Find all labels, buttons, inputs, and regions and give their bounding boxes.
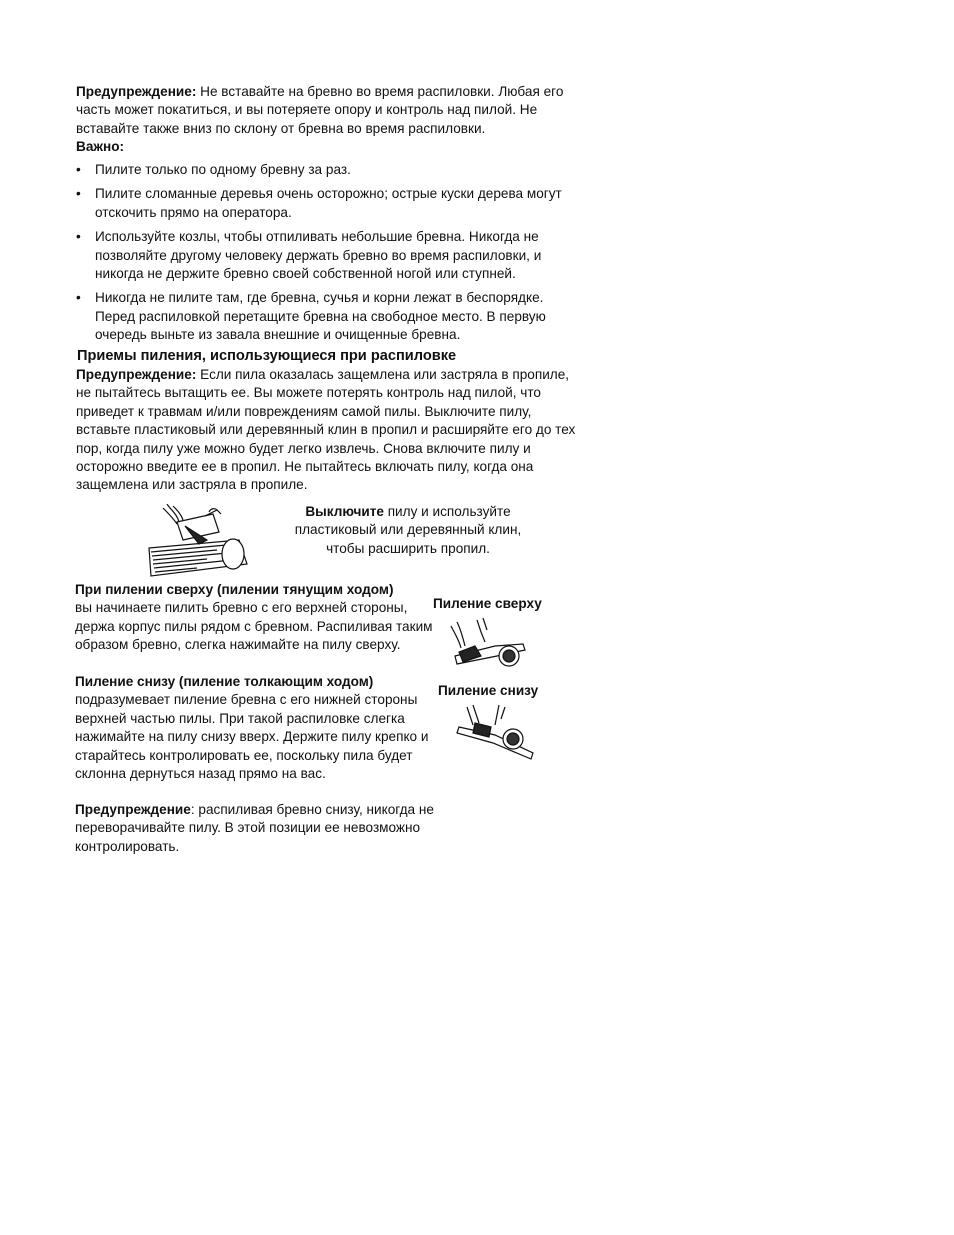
warning-standing-paragraph [76, 83, 581, 138]
wedge-caption [288, 503, 528, 558]
warning-label: Предупреждение: [76, 367, 197, 382]
overcut-title: При пилении сверху (пилении тянущим ходом) [75, 582, 394, 597]
bullet-marker: • [76, 290, 81, 306]
list-item: • Используйте козлы, чтобы отпиливать небольшие бревна. Никогда не позволяйте другому человеку держать бревно во время распиловки, и никогда не держите бревно своей собственной ногой или ступней. [76, 229, 542, 282]
undercut-section [75, 673, 435, 783]
important-list [76, 161, 581, 351]
wedge-illustration [147, 504, 251, 578]
undercut-illustration [455, 703, 537, 761]
bullet-marker: • [76, 229, 81, 245]
warning-label: Предупреждение: [76, 84, 197, 99]
warning-text: Если пила оказалась защемлена или застряла в пропиле, не пытайтесь вытащить ее. Вы можете потерять контроль над пилой, что приведет к травмам и/или повреждениям самой пилы. Выключите пилу, вставьте пластиковый или деревянный клин в пропил и расширяйте его до тех пор, когда пилу уже можно будет легко извлечь. Снова включите пилу и осторожно введите ее в пропил. Не пытайтесь включать пилу, когда она защемлена или застряла в пропиле. [76, 367, 576, 493]
warning-undercut-paragraph [75, 801, 435, 856]
warning-text: Не вставайте на бревно во время распиловки. Любая его часть может покатиться, и вы потеряете опору и контроль над пилой. Не вставайте также вниз по склону от бревна во время распиловки. [76, 84, 564, 136]
overcut-figure-label: Пиление сверху [433, 596, 542, 611]
overcut-text: вы начинаете пилить бревно с его верхней стороны, держа корпус пилы рядом с бревном. Распиливая таким образом бревно, слегка нажимайте на пилу сверху. [75, 600, 433, 653]
list-item: • Пилите только по одному бревну за раз. [76, 161, 581, 179]
list-item: • Пилите сломанные деревья очень осторожно; острые куски дерева могут отскочить прямо на оператора. [76, 186, 562, 220]
wedge-caption-bold: Выключите [305, 504, 384, 519]
bullet-marker: • [76, 162, 81, 177]
overcut-section [75, 581, 435, 655]
section-title: Приемы пиления, использующиеся при распиловке [77, 348, 457, 364]
undercut-title: Пиление снизу (пиление толкающим ходом) [75, 674, 374, 689]
overcut-illustration [445, 616, 529, 672]
undercut-text: подразумевает пиление бревна с его нижней стороны верхней частью пилы. При такой распиловке слегка нажимайте на пилу снизу вверх. Держите пилу крепко и старайтесь контролировать ее, поскольку пила будет склонна дернуться назад прямо на вас. [75, 692, 429, 782]
wedge-caption-text: пилу и используйте пластиковый или деревянный клин, чтобы расширить пропил. [294, 504, 522, 556]
important-heading: Важно: [76, 139, 125, 154]
warning-text: : распиливая бревно снизу, никогда не переворачивайте пилу. В этой позиции ее невозможно контролировать. [75, 802, 434, 854]
warning-pinch-paragraph [76, 366, 581, 495]
undercut-figure-label: Пиление снизу [438, 683, 539, 698]
list-item: • Никогда не пилите там, где бревна, сучья и корни лежат в беспорядке. Перед распиловкой перетащите бревна на свободное место. В первую очередь выньте из завала внешние и очищенные бревна. [76, 290, 546, 343]
bullet-marker: • [76, 186, 81, 202]
warning-label: Предупреждение [75, 802, 191, 817]
